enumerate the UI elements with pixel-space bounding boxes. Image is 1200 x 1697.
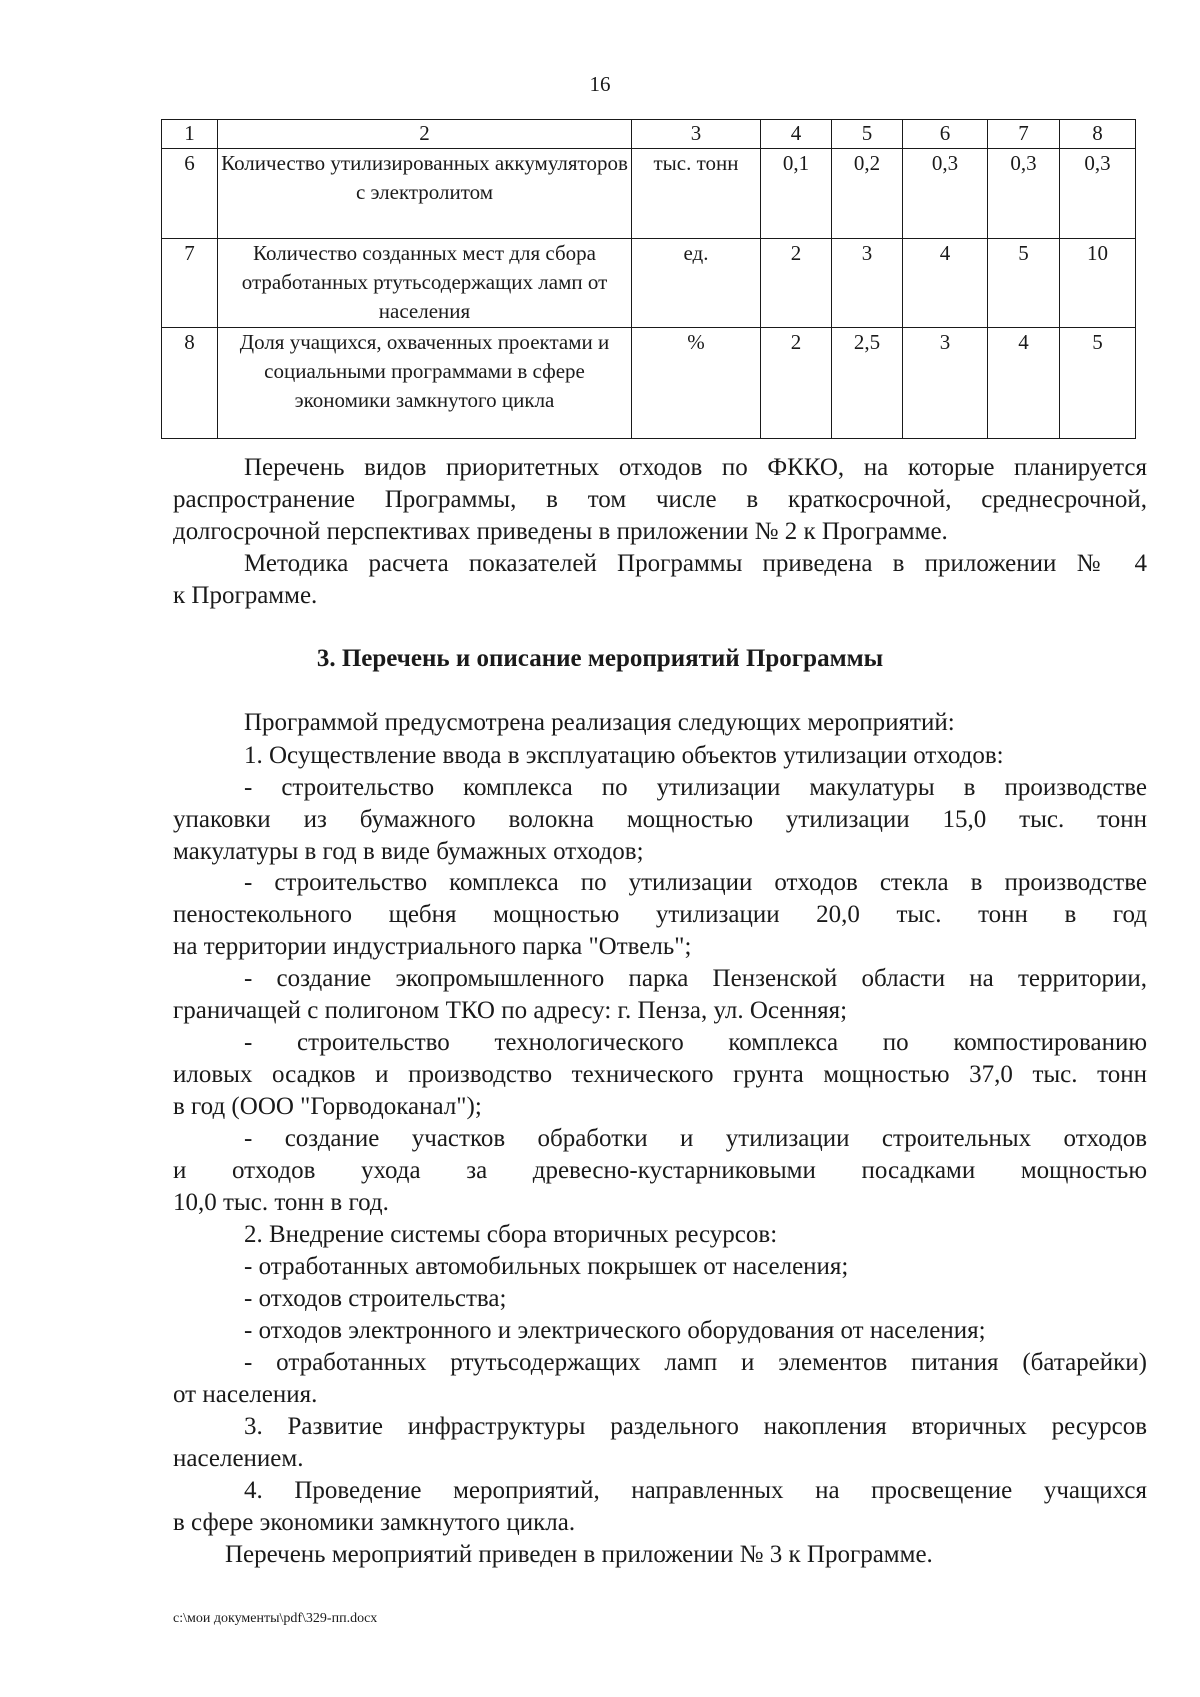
value-cell: 0,1	[761, 149, 832, 239]
table-header-cell: 3	[632, 120, 761, 149]
unit-cell: ед.	[632, 239, 761, 328]
list-item: 1. Осуществление ввода в эксплуатацию объектов утилизации отходов:	[244, 742, 1004, 769]
value-cell: 2,5	[832, 328, 903, 439]
table-header-cell: 8	[1060, 120, 1136, 149]
list-item: - отходов электронного и электрического оборудования от населения;	[244, 1317, 986, 1344]
row-number-cell: 8	[162, 328, 218, 439]
table-header-cell: 2	[218, 120, 632, 149]
value-cell: 0,3	[903, 149, 988, 239]
list-item-line: и отходов ухода за древесно-кустарниковыми посадками мощностью	[173, 1157, 1147, 1184]
section-heading: 3. Перечень и описание мероприятий Программы	[316, 645, 884, 672]
table-header-cell: 5	[832, 120, 903, 149]
table-header-cell: 7	[988, 120, 1060, 149]
row-number-cell: 7	[162, 239, 218, 328]
list-item-line: - создание экопромышленного парка Пензенской области на территории,	[244, 965, 1147, 992]
list-item-line: от населения.	[173, 1381, 318, 1408]
list-item-line: 4. Проведение мероприятий, направленных на просвещение учащихся	[244, 1477, 1147, 1504]
list-item-line: граничащей с полигоном ТКО по адресу: г. Пенза, ул. Осенняя;	[173, 997, 848, 1024]
list-item-line: 3. Развитие инфраструктуры раздельного накопления вторичных ресурсов	[244, 1413, 1147, 1440]
value-cell: 0,3	[988, 149, 1060, 239]
value-cell: 4	[903, 239, 988, 328]
unit-cell: тыс. тонн	[632, 149, 761, 239]
table-header-cell: 6	[903, 120, 988, 149]
list-item-line: 10,0 тыс. тонн в год.	[173, 1189, 389, 1216]
list-item-line: - создание участков обработки и утилизации строительных отходов	[244, 1125, 1147, 1152]
value-cell: 2	[761, 239, 832, 328]
list-item-line: упаковки из бумажного волокна мощностью утилизации 15,0 тыс. тонн	[173, 806, 1147, 833]
value-cell: 4	[988, 328, 1060, 439]
list-item-line: на территории индустриального парка "Отвель";	[173, 933, 692, 960]
table-header-cell: 1	[162, 120, 218, 149]
value-cell: 0,3	[1060, 149, 1136, 239]
list-item-line: - строительство технологического комплекса по компостированию	[244, 1029, 1147, 1056]
value-cell: 0,2	[832, 149, 903, 239]
footer-file-path: c:\мои документы\pdf\329-пп.docx	[173, 1611, 378, 1626]
closing-line: Перечень мероприятий приведен в приложении № 3 к Программе.	[225, 1541, 933, 1568]
paragraph-line: к Программе.	[173, 582, 318, 609]
unit-cell: %	[632, 328, 761, 439]
value-cell: 3	[903, 328, 988, 439]
indicator-name-cell: Количество созданных мест для сбора отработанных ртутьсодержащих ламп от населения	[218, 239, 632, 328]
paragraph-line: распространение Программы, в том числе в краткосрочной, среднесрочной,	[173, 486, 1147, 513]
indicators-table	[161, 119, 1136, 439]
value-cell: 5	[1060, 328, 1136, 439]
list-item-line: пеностекольного щебня мощностью утилизации 20,0 тыс. тонн в год	[173, 901, 1147, 928]
page-number: 16	[589, 72, 611, 96]
list-item-line: населением.	[173, 1445, 304, 1472]
paragraph-line: долгосрочной перспективах приведены в приложении № 2 к Программе.	[173, 518, 948, 545]
value-cell: 2	[761, 328, 832, 439]
table-row	[162, 149, 1136, 239]
indicator-name-cell: Количество утилизированных аккумуляторов с электролитом	[218, 149, 632, 239]
list-item: - отходов строительства;	[244, 1285, 507, 1312]
list-item-line: макулатуры в год в виде бумажных отходов;	[173, 838, 644, 865]
paragraph-line: Методика расчета показателей Программы приведена в приложении № 4	[244, 550, 1147, 577]
table-header-row	[162, 120, 1136, 149]
row-number-cell: 6	[162, 149, 218, 239]
value-cell: 5	[988, 239, 1060, 328]
list-intro: Программой предусмотрена реализация следующих мероприятий:	[244, 709, 955, 736]
value-cell: 3	[832, 239, 903, 328]
list-item-line: - отработанных ртутьсодержащих ламп и элементов питания (батарейки)	[244, 1349, 1147, 1376]
list-item-line: - строительство комплекса по утилизации макулатуры в производстве	[244, 774, 1147, 801]
list-item-line: иловых осадков и производство технического грунта мощностью 37,0 тыс. тонн	[173, 1061, 1147, 1088]
indicator-name-cell: Доля учащихся, охваченных проектами и социальными программами в сфере экономики замкнутого цикла	[218, 328, 632, 439]
table-row	[162, 328, 1136, 439]
table-header-cell: 4	[761, 120, 832, 149]
paragraph-line: Перечень видов приоритетных отходов по ФККО, на которые планируется	[244, 454, 1147, 481]
table-row	[162, 239, 1136, 328]
list-item-line: в год (ООО "Горводоканал");	[173, 1093, 482, 1120]
value-cell: 10	[1060, 239, 1136, 328]
list-item-line: в сфере экономики замкнутого цикла.	[173, 1509, 576, 1536]
list-item: 2. Внедрение системы сбора вторичных ресурсов:	[244, 1221, 778, 1248]
list-item-line: - строительство комплекса по утилизации отходов стекла в производстве	[244, 869, 1147, 896]
list-item: - отработанных автомобильных покрышек от населения;	[244, 1253, 849, 1280]
